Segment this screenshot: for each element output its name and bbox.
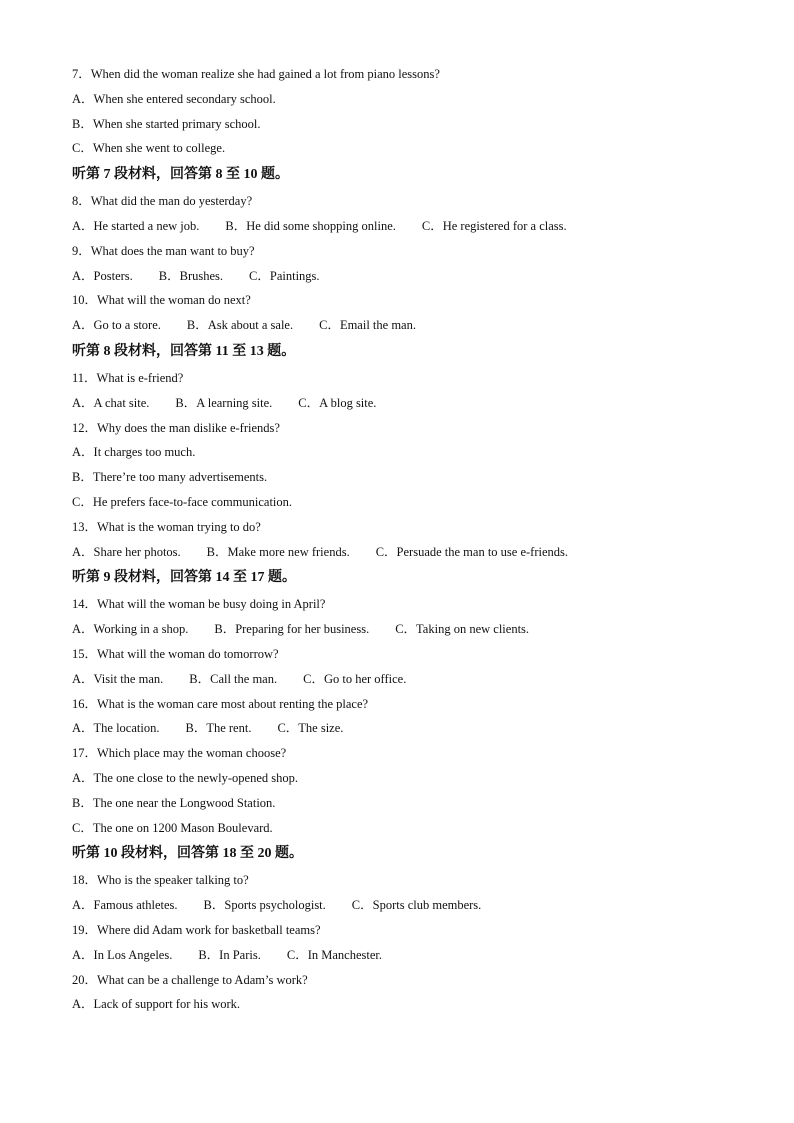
exam-page xyxy=(72,62,732,1017)
section-heading: 听第 7 段材料，回答第 8 至 10 题。 xyxy=(72,167,289,183)
question-text: 7．When did the woman realize she had gained a lot from piano lessons? xyxy=(72,67,440,81)
answer-options-row xyxy=(72,540,732,565)
question-text: 8．What did the man do yesterday? xyxy=(72,194,253,209)
answer-option: A．Share her photos. xyxy=(72,544,181,559)
answer-option: C．Taking on new clients. xyxy=(395,622,530,637)
answer-option: C．When she went to college. xyxy=(72,141,226,156)
answer-option: C．A blog site. xyxy=(298,395,377,410)
answer-option: C．Paintings. xyxy=(249,268,320,283)
answer-option: C．The size. xyxy=(277,721,344,736)
answer-option: B．He did some shopping online. xyxy=(225,218,396,233)
answer-option: C．In Manchester. xyxy=(286,947,382,962)
answer-option: C．Persuade the man to use e-friends. xyxy=(375,544,569,559)
question-text: 10．What will the woman do next? xyxy=(72,293,251,308)
answer-option: B．Call the man. xyxy=(189,671,278,686)
question-text: 17．Which place may the woman choose? xyxy=(72,746,287,761)
answer-option: A．Go to a store. xyxy=(72,318,161,333)
answer-option: B．There’re too many advertisements. xyxy=(72,470,268,485)
answer-options-row xyxy=(72,893,732,918)
answer-option: C．Sports club members. xyxy=(351,898,482,913)
section-heading: 听第 8 段材料，回答第 11 至 13 题。 xyxy=(72,343,296,359)
answer-option: C．He prefers face-to-face communication. xyxy=(72,494,293,509)
answer-options-row xyxy=(72,391,732,416)
question-text: 15．What will the woman do tomorrow? xyxy=(72,646,279,661)
answer-option: B．The rent. xyxy=(185,721,252,736)
answer-options-row xyxy=(72,716,732,741)
section-heading: 听第 10 段材料，回答第 18 至 20 题。 xyxy=(72,846,303,862)
answer-options-row xyxy=(72,943,732,968)
answer-option: B．Ask about a sale. xyxy=(186,318,294,333)
answer-option: B．The one near the Longwood Station. xyxy=(72,795,276,810)
answer-option: A．Posters. xyxy=(72,268,133,283)
answer-option: A．Lack of support for his work. xyxy=(72,997,241,1012)
question-text: 12．Why does the man dislike e-friends? xyxy=(72,420,280,435)
question-text: 14．What will the woman be busy doing in April? xyxy=(72,597,326,612)
answer-options-row xyxy=(72,214,732,239)
answer-option: A．In Los Angeles. xyxy=(72,947,173,962)
answer-option: A．The location. xyxy=(72,721,160,736)
answer-option: A．Working in a shop. xyxy=(72,622,189,637)
section-heading: 听第 9 段材料，回答第 14 至 17 题。 xyxy=(72,570,296,586)
answer-options-row xyxy=(72,313,732,338)
question-text: 11．What is e-friend? xyxy=(72,370,184,385)
answer-options-row xyxy=(72,264,732,289)
question-text: 13．What is the woman trying to do? xyxy=(72,519,261,534)
answer-option: B．In Paris. xyxy=(198,947,261,962)
question-text: 19．Where did Adam work for basketball teams? xyxy=(72,922,321,937)
answer-option: B．Sports psychologist. xyxy=(203,898,326,913)
question-text: 16．What is the woman care most about renting the place? xyxy=(72,696,369,711)
question-text: 18．Who is the speaker talking to? xyxy=(72,873,249,888)
answer-option: A．Famous athletes. xyxy=(72,898,178,913)
answer-option: B．Brushes. xyxy=(158,268,224,283)
answer-option: B．Make more new friends. xyxy=(206,544,350,559)
answer-option: A．He started a new job. xyxy=(72,218,200,233)
answer-option: C．The one on 1200 Mason Boulevard. xyxy=(72,820,273,835)
answer-option: A．It charges too much. xyxy=(72,445,196,460)
answer-option: A．Visit the man. xyxy=(72,671,164,686)
answer-option: A．The one close to the newly-opened shop. xyxy=(72,770,298,785)
question-text: 9．What does the man want to buy? xyxy=(72,243,255,258)
question-text: 20．What can be a challenge to Adam’s work? xyxy=(72,972,308,987)
answer-option: B．A learning site. xyxy=(175,395,273,410)
answer-option: C．Email the man. xyxy=(319,318,416,333)
answer-option: C．He registered for a class. xyxy=(421,218,567,233)
answer-option: B．Preparing for her business. xyxy=(214,622,370,637)
answer-options-row xyxy=(72,667,732,692)
answer-option: A．A chat site. xyxy=(72,395,150,410)
answer-option: A．When she entered secondary school. xyxy=(72,91,276,106)
answer-option: C．Go to her office. xyxy=(303,671,407,686)
answer-options-row xyxy=(72,617,732,642)
answer-option: B．When she started primary school. xyxy=(72,116,261,131)
